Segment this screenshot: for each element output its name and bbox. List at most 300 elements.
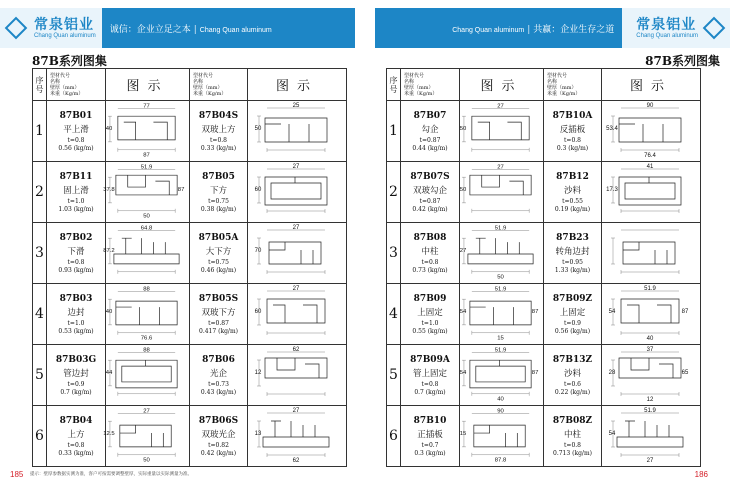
profile-t: t=0.73 [208, 380, 229, 388]
row-index: 3 [33, 223, 47, 284]
dimension-label: 87.8 [494, 457, 507, 464]
table-row [33, 162, 347, 223]
profile-drawing [460, 346, 543, 404]
profile-code: 87B09 [413, 293, 447, 304]
dimension-label: 62 [292, 458, 300, 464]
row-index: 4 [33, 284, 47, 345]
header-index: 序号 [387, 69, 401, 101]
profile-name: 勾企 [421, 124, 439, 135]
profile-drawing [248, 285, 346, 343]
profile-outline [116, 360, 177, 388]
profile-drawing [106, 346, 189, 404]
profile-drawing [248, 163, 346, 221]
profile-t: t=0.9 [564, 319, 581, 327]
header-info: 型材代号 名称 壁厚（mm） 米重（Kg/m） [47, 69, 106, 101]
profile-drawing [602, 224, 700, 282]
table-row [33, 284, 347, 345]
dimension-label: 51.9 [494, 225, 507, 232]
profile-figure [602, 345, 701, 406]
dimension-label: 27 [292, 225, 300, 231]
dimension-label: 25 [292, 103, 300, 109]
profile-t: t=0.6 [564, 380, 581, 388]
dimension-label: 54 [608, 431, 616, 437]
profile-table-left [32, 68, 347, 467]
dimension-label: 51.9 [644, 286, 656, 292]
slogan-left: 诚信：企业立足之本 | Chang Quan aluminum [109, 24, 272, 35]
profile-code: 87B08Z [552, 415, 593, 426]
profile-info [544, 162, 602, 223]
dimension-lines [611, 230, 679, 274]
profile-t: t=0.55 [562, 197, 583, 205]
dimension-label: 90 [497, 408, 504, 415]
profile-t: t=0.8 [564, 441, 581, 449]
profile-figure [460, 162, 544, 223]
profile-outline [116, 175, 177, 195]
profile-info [401, 101, 460, 162]
profile-code: 87B05A [198, 232, 239, 243]
profile-w: 1.03 (kg/m) [58, 205, 94, 213]
profile-w: 0.55 (kg/m) [412, 327, 448, 335]
profile-name: 平上滑 [63, 124, 89, 135]
profile-t: t=0.8 [67, 258, 85, 266]
profile-info [190, 406, 248, 467]
profile-name: 大下方 [205, 246, 232, 257]
profile-code: 87B09Z [552, 293, 593, 304]
profile-t: t=0.87 [419, 197, 441, 205]
dimension-label: 87.2 [103, 248, 115, 255]
profile-t: t=0.8 [564, 136, 581, 144]
row-index: 6 [387, 406, 401, 467]
profile-w: 0.3 (kg/m) [414, 449, 446, 457]
profile-code: 87B02 [59, 232, 93, 243]
profile-code: 87B05S [198, 293, 239, 304]
profile-figure [103, 162, 190, 223]
dimension-label: 76.6 [140, 335, 153, 342]
profile-t: t=0.8 [67, 441, 85, 449]
profile-outline [269, 242, 321, 264]
dimension-label: 50 [497, 274, 504, 281]
profile-drawing [460, 407, 543, 465]
table-row [387, 162, 701, 223]
profile-w: 0.33 (kg/m) [200, 144, 237, 152]
profile-info [401, 223, 460, 284]
profile-w: 0.42 (kg/m) [412, 205, 448, 213]
profile-info [190, 223, 248, 284]
profile-info [544, 223, 602, 284]
header-info: 型材代号 名称 壁厚（mm） 米重（Kg/m） [190, 69, 248, 101]
profile-figure [460, 223, 544, 284]
profile-t: t=0.87 [419, 136, 441, 144]
header-index: 序号 [33, 69, 47, 101]
profile-w: 0.56 (kg/m) [554, 327, 591, 335]
dimension-label: 27 [646, 458, 654, 464]
dimension-lines [459, 291, 529, 334]
dimension-label: 40 [105, 126, 113, 133]
profile-outline [621, 299, 679, 323]
profile-drawing [602, 285, 700, 343]
profile-name: 边封 [67, 307, 85, 318]
profile-code: 87B04 [59, 415, 93, 426]
profile-figure [602, 284, 701, 345]
profile-figure [602, 406, 701, 467]
profile-outline [470, 360, 531, 388]
profile-info [544, 284, 602, 345]
profile-name: 转角边封 [555, 246, 590, 257]
row-index: 2 [33, 162, 47, 223]
row-index: 5 [387, 345, 401, 406]
profile-drawing [460, 285, 543, 343]
profile-code: 87B13Z [552, 354, 593, 365]
profile-w: 0.46 (kg/m) [200, 266, 237, 274]
profile-code: 87B04S [198, 110, 239, 121]
dimension-label: 77 [143, 103, 150, 110]
profile-info [47, 162, 106, 223]
profile-t: t=0.9 [67, 380, 85, 388]
profile-outline [265, 358, 327, 378]
dimension-label: 41 [646, 164, 654, 170]
profile-figure [602, 223, 701, 284]
dimension-lines [105, 291, 175, 334]
brand-name-en: Chang Quan aluminum [636, 32, 698, 39]
profile-w: 0.42 (kg/m) [200, 449, 237, 457]
dimension-label: 50 [143, 213, 150, 220]
page-title-left: 87B系列图集 [32, 54, 107, 68]
dimension-lines [254, 230, 325, 274]
dimension-lines [105, 352, 175, 395]
profile-t: t=0.75 [208, 197, 229, 205]
profile-w: 0.417 (kg/m) [199, 327, 238, 335]
profile-figure [106, 101, 190, 162]
profile-outline [267, 299, 325, 323]
profile-outline [265, 118, 327, 142]
profile-name: 上固定 [417, 307, 443, 318]
profile-info [401, 406, 460, 467]
table-row [387, 223, 701, 284]
profile-figure [460, 345, 544, 406]
profile-outline [120, 425, 171, 447]
slogan-right: Chang Quan aluminum | 共赢：企业生存之道 [452, 24, 615, 35]
profile-outline [472, 116, 529, 140]
profile-name: 沙料 [563, 185, 581, 196]
dimension-lines [459, 352, 529, 395]
dimension-label: 15 [497, 335, 504, 342]
profile-t: t=0.8 [210, 136, 227, 144]
dimension-label: 37 [646, 347, 654, 353]
dimension-label: 27 [292, 164, 300, 170]
dimension-label: 87 [531, 309, 539, 316]
table-row [33, 223, 347, 284]
dimension-label: 87 [143, 152, 150, 159]
dimension-lines [254, 352, 325, 396]
table-row [387, 284, 701, 345]
row-index: 1 [387, 101, 401, 162]
profile-outline [619, 177, 681, 205]
dimension-label: 87 [681, 309, 689, 315]
profile-outline [265, 177, 327, 205]
row-index: 5 [33, 345, 47, 406]
dimension-label: 13 [254, 431, 262, 437]
profile-w: 0.3 (kg/m) [556, 144, 589, 152]
profile-t: t=0.7 [421, 441, 439, 449]
profile-drawing [602, 163, 700, 221]
profile-figure [248, 406, 347, 467]
profile-info [401, 345, 460, 406]
dimension-label: 12 [254, 370, 262, 376]
profile-name: 中柱 [563, 429, 581, 440]
profile-w: 0.7 (kg/m) [60, 388, 92, 396]
profile-figure [248, 162, 347, 223]
dimension-label: 50 [459, 187, 467, 194]
profile-code: 87B09A [410, 354, 450, 365]
profile-name: 反插板 [559, 124, 586, 135]
profile-outline [118, 116, 175, 140]
dimension-label: 54 [459, 370, 467, 377]
profile-code: 87B11 [59, 171, 93, 182]
profile-name: 双玻下方 [201, 307, 236, 318]
profile-name: 固上滑 [63, 185, 89, 196]
dimension-label: 90 [646, 103, 654, 109]
profile-figure [602, 101, 701, 162]
dimension-label: 27 [459, 248, 467, 255]
profile-code: 87B12 [556, 171, 589, 182]
dimension-label: 12.5 [103, 431, 115, 438]
dimension-lines [459, 413, 529, 456]
profile-code: 87B10 [413, 415, 447, 426]
dimension-label: 62 [292, 347, 300, 353]
profile-drawing [460, 102, 543, 160]
profile-outline [468, 238, 533, 264]
dimension-label: 44 [105, 370, 113, 377]
dimension-lines [254, 108, 325, 152]
dimension-label: 28 [608, 370, 616, 376]
table-row [387, 345, 701, 406]
dimension-label: 27 [292, 286, 300, 292]
profile-drawing [602, 346, 700, 404]
profile-info [47, 284, 106, 345]
header-figure: 图示 [602, 69, 701, 101]
profile-name: 管上固定 [412, 368, 447, 379]
profile-drawing [602, 407, 700, 465]
logo-diamond-icon [5, 17, 28, 40]
profile-figure [460, 406, 544, 467]
profile-figure [106, 284, 190, 345]
profile-t: t=0.8 [421, 380, 439, 388]
profile-w: 0.56 (kg/m) [58, 144, 94, 152]
profile-code: 87B01 [59, 110, 93, 121]
profile-name: 双玻勾企 [412, 185, 447, 196]
profile-figure [106, 345, 190, 406]
profile-w: 0.53 (kg/m) [58, 327, 94, 335]
row-index: 3 [387, 223, 401, 284]
profile-code: 87B07S [410, 171, 450, 182]
header-info: 型材代号 名称 壁厚（mm） 米重（Kg/m） [544, 69, 602, 101]
profile-code: 87B06S [198, 415, 239, 426]
profile-drawing [103, 224, 189, 282]
profile-info [47, 406, 106, 467]
profile-t: t=1.0 [421, 319, 439, 327]
dimension-label: 51.9 [140, 164, 153, 171]
dimension-label: 27 [497, 103, 504, 110]
header-figure: 图示 [106, 69, 190, 101]
table-row [33, 406, 347, 467]
table-row [387, 406, 701, 467]
profile-code: 87B10A [552, 110, 593, 121]
profile-drawing [103, 163, 189, 221]
brand-name-en: Chang Quan aluminum [34, 32, 96, 39]
dimension-lines [254, 169, 325, 213]
profile-code: 87B03G [55, 354, 97, 365]
profile-w: 0.38 (kg/m) [200, 205, 237, 213]
profile-info [47, 345, 106, 406]
logo-diamond-icon [703, 17, 726, 40]
profile-info [190, 345, 248, 406]
dimension-label: 51.9 [644, 408, 656, 414]
profile-figure [248, 345, 347, 406]
profile-outline [263, 421, 329, 447]
row-index: 1 [33, 101, 47, 162]
profile-outline [623, 242, 675, 264]
profile-info [544, 345, 602, 406]
dimension-lines [611, 169, 679, 213]
profile-w: 0.713 (kg/m) [553, 449, 592, 457]
dimension-lines [108, 169, 175, 212]
profile-t: t=1.0 [67, 197, 85, 205]
row-index: 4 [387, 284, 401, 345]
dimension-label: 88 [143, 286, 150, 293]
dimension-label: 70 [254, 248, 262, 254]
profile-drawing [460, 224, 543, 282]
profile-t: t=0.95 [562, 258, 583, 266]
dimension-label: 65 [681, 370, 689, 376]
header-figure: 图示 [248, 69, 347, 101]
profile-t: t=0.75 [208, 258, 229, 266]
profile-w: 0.43 (kg/m) [200, 388, 237, 396]
dimension-label: 27 [143, 408, 150, 415]
dimension-label: 12 [646, 397, 654, 403]
profile-outline [470, 301, 531, 325]
dimension-label: 51.9 [494, 347, 507, 354]
dimension-label: 17.3 [606, 187, 618, 193]
profile-figure [248, 101, 347, 162]
profile-t: t=0.82 [208, 441, 229, 449]
profile-outline [474, 425, 525, 447]
dimension-label: 27 [497, 164, 504, 171]
profile-outline [619, 118, 681, 142]
row-index: 2 [387, 162, 401, 223]
dimension-label: 51.9 [494, 286, 507, 293]
table-header [387, 69, 701, 101]
profile-name: 正插板 [417, 429, 443, 440]
profile-drawing [248, 346, 346, 404]
profile-code: 87B06 [202, 354, 235, 365]
profile-drawing [602, 102, 700, 160]
profile-figure [460, 284, 544, 345]
profile-t: t=0.87 [208, 319, 229, 327]
profile-name: 沙料 [563, 368, 581, 379]
profile-drawing [460, 163, 543, 221]
profile-code: 87B05 [202, 171, 235, 182]
profile-outline [470, 175, 531, 195]
profile-outline [114, 238, 179, 264]
profile-outline [617, 421, 683, 447]
header-info: 型材代号 名称 壁厚（mm） 米重（Kg/m） [401, 69, 460, 101]
profile-w: 0.93 (kg/m) [58, 266, 94, 274]
dimension-label: 53.4 [606, 126, 618, 132]
profile-figure [103, 223, 190, 284]
profile-drawing [103, 407, 189, 465]
profile-info [544, 101, 602, 162]
dimension-label: 87 [531, 370, 539, 377]
profile-w: 0.73 (kg/m) [412, 266, 448, 274]
header-figure: 图示 [460, 69, 544, 101]
profile-w: 0.44 (kg/m) [412, 144, 448, 152]
profile-info [47, 101, 106, 162]
profile-name: 下滑 [67, 246, 85, 257]
dimension-label: 64.8 [140, 225, 153, 232]
profile-w: 0.33 (kg/m) [58, 449, 94, 457]
profile-info [544, 406, 602, 467]
page-number-left: 185 [10, 470, 24, 479]
page-title-right: 87B系列图集 [645, 54, 720, 68]
header-banner-left [0, 8, 355, 48]
profile-name: 光企 [209, 368, 227, 379]
dimension-label: 40 [646, 336, 654, 342]
profile-w: 0.19 (kg/m) [554, 205, 591, 213]
profile-code: 87B03 [59, 293, 93, 304]
profile-code: 87B07 [413, 110, 447, 121]
dimension-label: 54 [608, 309, 616, 315]
profile-info [47, 223, 106, 284]
profile-name: 双玻上方 [201, 124, 236, 135]
profile-figure [460, 101, 544, 162]
profile-figure [602, 162, 701, 223]
footnote: 提示：壁厚参数据实测为准，客户可按需要调整壁厚，实际重量以实际测量为准。 [30, 472, 192, 477]
profile-outline [116, 301, 177, 325]
dimension-label: 50 [143, 457, 150, 464]
brand-name-cn: 常泉铝业 [34, 16, 94, 33]
brand-logo-left [0, 8, 102, 48]
dimension-label: 40 [105, 309, 113, 316]
dimension-label: 50 [254, 126, 262, 132]
profile-w: 1.33 (kg/m) [554, 266, 591, 274]
profile-table-right [386, 68, 701, 467]
dimension-label: 27 [292, 408, 300, 414]
profile-code: 87B08 [413, 232, 447, 243]
dimension-lines [608, 352, 679, 396]
dimension-label: 54 [459, 309, 467, 316]
profile-info [190, 101, 248, 162]
dimension-label: 40 [497, 396, 504, 403]
profile-figure [248, 223, 347, 284]
profile-t: t=0.8 [421, 258, 439, 266]
dimension-lines [108, 413, 175, 456]
dimension-lines [459, 169, 529, 212]
profile-figure [248, 284, 347, 345]
page-number-right: 186 [694, 470, 708, 479]
table-row [387, 101, 701, 162]
profile-drawing [106, 102, 189, 160]
profile-w: 0.7 (kg/m) [414, 388, 446, 396]
brand-logo-right [622, 8, 730, 48]
dimension-label: 15 [459, 431, 467, 438]
profile-info [401, 284, 460, 345]
profile-info [190, 284, 248, 345]
row-index: 6 [33, 406, 47, 467]
profile-name: 双玻光企 [201, 429, 236, 440]
brand-name-cn: 常泉铝业 [636, 16, 697, 33]
profile-info [190, 162, 248, 223]
dimension-label: 60 [254, 187, 262, 193]
